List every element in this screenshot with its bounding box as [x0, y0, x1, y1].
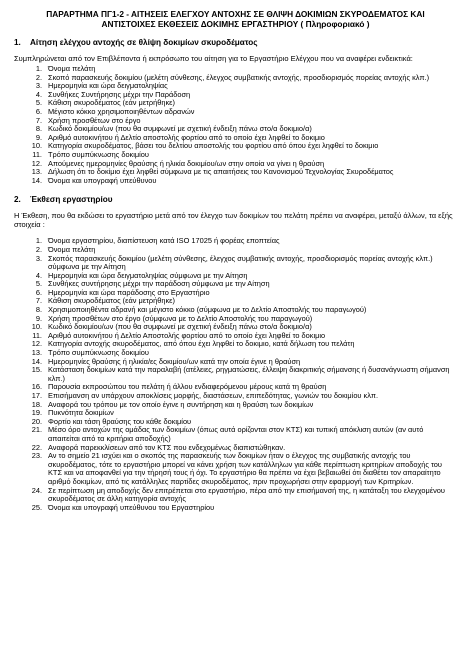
list-item	[14, 177, 457, 186]
list-item	[14, 426, 457, 443]
document-title: ΠΑΡΑΡΤΗΜΑ ΠΓ1-2 - ΑΙΤΗΣΕΙΣ ΕΛΕΓΧΟΥ ΑΝΤΟΧΗΣ ΣΕ ΘΛΙΨΗ ΔΟΚΙΜΙΩΝ ΣΚΥΡΟΔΕΜΑΤΟΣ ΚΑΙ ΑΝΤΙΣΤΟΙΧΕΣ ΕΚΘΕΣΕΙΣ ΔΟΚΙΜΗΣ ΕΡΓΑΣΤΗΡΙΟΥ ( Πληροφοριακό )	[46, 9, 425, 29]
list-item-text: Όνομα και υπογραφή υπεύθυνου	[48, 175, 157, 185]
list-item-number: 24.	[31, 485, 42, 495]
list-item-text: Σκοπό παρασκευής δοκιμίου (μελέτη σύνθεσης, έλεγχος συμβατικής αντοχής, προσδιορισμός πορείας αντοχής κλπ.)	[48, 72, 430, 82]
list-item-text: Αναφορά παρεκκλίσεων από τον ΚΤΣ που ενδεχομένως διαπιστώθηκαν.	[48, 442, 286, 452]
list-item-number: 23.	[31, 451, 42, 461]
section-1-intro: Συμπληρώνεται από τον Επιβλέποντα ή εκπρόσωπο του αίτηση για το Εργαστήριο Ελέγχου που να αναφέρει ενδεικτικά:	[14, 54, 413, 63]
list-item-number: 21.	[31, 425, 42, 435]
list-item-number: 20.	[31, 416, 42, 426]
list-item-text: Κατηγορία σκυροδέματος, βάσει του δελτίου αποστολής του φορτίου από όπου έχει ληφθεί το δοκιμιο	[48, 141, 379, 151]
list-item-text: Ημερομηνία και ώρα δειγματοληψίας	[48, 81, 168, 91]
list-item-number: 12.	[31, 158, 42, 168]
list-item-text: Παρουσία εκπροσώπου του πελάτη ή άλλου ενδιαφερόμενου μέρους κατά τη θραύση	[48, 382, 327, 392]
list-item-text: Κωδικό δοκιμίου/ων (που θα συμφωνεί με σχετική ένδειξη πάνω στο/α δοκιμιο/α)	[48, 322, 312, 332]
list-item-number: 11.	[32, 149, 42, 159]
list-item-number: 5.	[35, 279, 42, 289]
section-2-number: 2.	[14, 195, 21, 205]
list-item-number: 13.	[31, 167, 42, 177]
list-item-text: Χρήση προσθέτων στο έργο	[48, 115, 141, 125]
list-item-text: Αναφορά του τρόπου με τον οποίο έγινε η συντήρηση και η θραύση των δοκιμίων	[48, 399, 314, 409]
list-item-text: Φορτίο και τάση θραύσης του κάθε δοκιμίου	[48, 416, 192, 426]
section-1-title: Αίτηση ελέγχου αντοχής σε θλίψη δοκιμίων σκυροδέματος	[30, 38, 258, 47]
list-item-number: 16.	[31, 382, 42, 392]
list-item-text: Κάθιση σκυροδέματος (εάν μετρήθηκε)	[48, 296, 175, 306]
list-item-number: 12.	[31, 339, 42, 349]
list-item-number: 2.	[35, 72, 42, 82]
list-item-number: 8.	[35, 305, 42, 315]
list-item-number: 7.	[35, 115, 42, 125]
list-item-text: Συνθήκες συντήρησης μέχρι την παράδοση σύμφωνα με την Αίτηση	[48, 279, 270, 289]
list-item-number: 10.	[31, 322, 42, 332]
list-item-text: Αριθμό αυτοκινήτου ή Δελτίο αποστολής φορτίου από το οποίο έχει ληφθεί το δοκιμιο	[48, 132, 325, 142]
list-item	[14, 487, 457, 504]
list-item-number: 18.	[31, 399, 42, 409]
list-item-number: 4.	[35, 270, 42, 280]
list-item-number: 5.	[35, 98, 42, 108]
list-item-text: Χρησιμοποιηθέντα αδρανή και μέγιστο κόκκο (σύμφωνα με το Δελτίο Αποστολής του παραγωγού)	[48, 305, 367, 315]
list-item-text: Τρόπο συμπύκνωσης δοκιμίου	[48, 348, 149, 358]
list-item-number: 14.	[31, 356, 42, 366]
list-item-number: 4.	[35, 89, 42, 99]
list-item-number: 6.	[35, 287, 42, 297]
list-item-number: 2.	[35, 244, 42, 254]
list-item-text: Κωδικό δοκιμίου/ων (που θα συμφωνεί με σχετική ένδειξη πάνω στο/α δοκιμιο/α)	[48, 124, 312, 134]
list-item	[14, 452, 457, 486]
list-item-number: 9.	[35, 132, 42, 142]
list-item-text: Μέγιστο κόκκο χρησιμοποιηθέντων αδρανών	[48, 106, 195, 116]
list-item-text: Κατηγορία αντοχής σκυροδέματος, από όπου έχει ληφθεί το δοκιμιο, κατά δήλωση του πελάτη	[48, 339, 355, 349]
list-item-number: 14.	[31, 175, 42, 185]
list-item-text: Ημερομηνίες θραύσης ή ηλικία/ες δοκιμίου/ων κατά την οποία έγινε η θραύση	[48, 356, 301, 366]
list-item-text: Αν το σημείο 21 ισχύει και ο σκοπός της παρασκευής των δοκιμίων ήταν ο έλεγχος της συμβατικής αντοχής του σκυροδέματος, τότε το εργαστήριο μπορεί να κάνει χρήση των κατάλληλων για κάθε περίπτωση κριτηρίων αποδοχής του ΚΤΣ και να αποφανθεί για την τήρησή τους ή όχι. Το εργαστήριο θα πρέπει να έχει βεβαιωθεί ότι διαθέτει τον απαραίτητο αριθμό δοκιμίων, από τις κατάλληλες παρτίδες σκυροδέματος, πριν προχωρήσει στην εφαρμογή των Κριτηρίων.	[48, 451, 442, 486]
list-item-number: 1.	[35, 236, 42, 246]
list-item-text: Συνθήκες Συντήρησης μέχρι την Παράδοση	[48, 89, 191, 99]
list-item-number: 3.	[35, 81, 42, 91]
list-item-number: 9.	[35, 313, 42, 323]
list-item	[14, 366, 457, 383]
list-item-text: Επισήμανση αν υπάρχουν αποκλίσεις μορφής, διαστάσεων, επιπεδότητας, γωνιών του δοκιμίου κλπ.	[48, 391, 379, 400]
list-item-number: 22.	[31, 442, 42, 452]
list-item-text: Κατάσταση δοκιμίων κατά την παραλαβή (ατέλειες, ρηγματώσεις, έλλειψη διακριτικής σήμανσης ή δυσανάγνωστη σήμανση κλπ.)	[48, 365, 450, 383]
list-item-number: 3.	[35, 253, 42, 263]
section-2-list	[14, 237, 457, 512]
list-item-text: Μέσο όρο αντοχών της ομάδας των δοκιμίων (όπως αυτά ορίζονται στον ΚΤΣ) και τυπική απόκλιση αυτών (αν αυτό απαιτείται από τα κριτήρια αποδοχής)	[48, 425, 424, 443]
list-item-text: Πυκνότητα δοκιμίων	[48, 408, 114, 418]
list-item-number: 1.	[35, 64, 42, 73]
list-item-text: Τρόπο συμπύκνωσης δοκιμίου	[48, 149, 149, 159]
section-2-intro: Η Έκθεση, που θα εκδώσει το εργαστήριο μετά από τον έλεγχο των δοκιμίων του πελάτη πρέπει να αναφέρει, μεταξύ άλλων, τα εξής στοιχεία :	[14, 211, 453, 230]
list-item-text: Σκοπός παρασκευής δοκιμίου (μελέτη σύνθεσης, έλεγχος συμβατικής αντοχής, προσδιορισμός πορείας αντοχής κλπ.) σύμφωνα με την Αίτηση	[48, 253, 433, 272]
list-item-text: Ημερομηνία και ώρα δειγματοληψίας σύμφωνα με την Αίτηση	[48, 270, 248, 280]
list-item	[14, 504, 457, 513]
list-item-text: Χρήση προσθέτων στο έργο (σύμφωνα με το Δελτίο Αποστολής του παραγωγού)	[48, 313, 313, 323]
section-2-heading	[14, 195, 457, 205]
list-item-text: Απούμενες ημερομηνίες θραύσης ή ηλικία δοκιμίου/ων στην οποία να γίνει η θραύση	[48, 158, 325, 168]
list-item-number: 19.	[31, 408, 42, 418]
section-1-number: 1.	[14, 38, 21, 47]
list-item-number: 13.	[31, 348, 42, 358]
list-item-number: 25.	[31, 502, 42, 512]
list-item-number: 8.	[35, 124, 42, 134]
list-item-number: 7.	[35, 296, 42, 306]
section-1-heading	[14, 38, 457, 48]
list-item-text: Δήλωση ότι το δοκίμιο έχει ληφθεί σύμφωνα με τις απαιτήσεις του Κανονισμού Τεχνολογίας Σκυροδέματος	[48, 167, 394, 177]
list-item-text: Όνομα εργαστηρίου, διαπίστευση κατά ISO 17025 ή φορέας εποπτείας	[48, 236, 280, 246]
list-item-text: Σε περίπτωση μη αποδοχής δεν επιτρέπεται στο εργαστήριο, πέρα από την επισήμανσή της, η κατάταξη του ελεγχομένου σκυροδέματος σε άλλη κατηγορία αντοχής	[48, 485, 445, 504]
list-item-text: Κάθιση σκυροδέματος (εάν μετρήθηκε)	[48, 98, 175, 108]
list-item-number: 15.	[31, 365, 42, 375]
section-2-title: Έκθεση εργαστηρίου	[30, 195, 113, 205]
list-item-text: Όνομα πελάτη	[48, 244, 96, 254]
section-1-list	[14, 65, 457, 185]
list-item-number: 11.	[32, 330, 42, 340]
list-item-number: 17.	[31, 391, 42, 400]
list-item-text: Όνομα και υπογραφή υπεύθυνου του Εργαστηρίου	[48, 502, 215, 512]
list-item-text: Ημερομηνία και ώρα παράδοσης στο Εργαστήριο	[48, 287, 210, 297]
list-item-number: 10.	[31, 141, 42, 151]
list-item-text: Αριθμό αυτοκινήτου ή Δελτίο Αποστολής φορτίου από το οποίο έχει ληφθεί το δοκιμιο	[48, 330, 326, 340]
list-item-number: 6.	[35, 106, 42, 116]
list-item	[14, 255, 457, 272]
list-item-text: Όνομα πελάτη	[48, 64, 96, 73]
